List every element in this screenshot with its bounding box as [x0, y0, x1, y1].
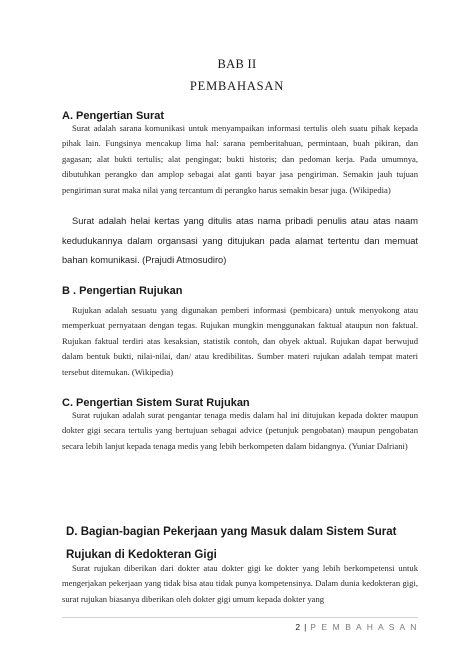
chapter-title: PEMBAHASAN: [189, 79, 285, 93]
section-b-paragraph-1-text: Rujukan adalah sesuatu yang digunakan pemberi informasi (pembicara) untuk menyokong atau memperkuat pernyataan dengan tegas. Rujukan mungkin menggunakan faktual ataupun non faktual. Rujukan faktual terdiri atas kesaksian, statistik contoh, dan obyek aktual. Rujukan dapat berwujud dalam bentuk bukti, nilai-nilai, dan/ atau kredibilitas. Sumber materi rujukan adalah tempat materi tersebut ditemukan. (Wikipedia): [62, 305, 418, 377]
section-a-paragraph-1-text: Surat adalah sarana komunikasi untuk menyampaikan informasi tertulis oleh suatu pihak kepada pihak lain. Fungsinya mencakup lima hal: sarana pemberitahuan, permintaan, buah pikiran, dan gagasan; alat bukti tertulis; alat pengingat; bukti historis; dan pedoman kerja. Pada umumnya, dibutuhkan perangko dan amplop sebagai alat ganti bayar jasa pengiriman. Semakin jauh tujuan pengiriman surat maka nilai yang tercantum di perangko harus semakin besar juga. (Wikipedia): [62, 123, 418, 195]
section-d-paragraph-1-text: Surat rujukan diberikan dari dokter atau dokter gigi ke dokter yang lebih berkompetensi untuk mengerjakan pekerjaan yang tidak bisa atau tidak punya kompetensinya. Dalam dunia kedokteran gigi, surat rujukan biasanya diberikan oleh dokter gigi umum kepada dokter yang: [62, 563, 418, 604]
footer-label: P E M B A H A S A N: [310, 622, 418, 632]
section-d-paragraph-1: [62, 561, 418, 607]
chapter-number: BAB II: [217, 57, 257, 71]
section-c-paragraph-1: [62, 408, 418, 454]
section-b-paragraph-1: [62, 303, 418, 380]
section-c-paragraph-1-text: Surat rujukan adalah surat pengantar tenaga medis dalam hal ini ditujukan kepada dokter maupun dokter gigi secara tertulis yang bertujuan sebagai advice (petunjuk pengobatan) maupun pengobatan secara lebih lanjut kepada tenaga medis yang lebih berkompeten dalam bidangnya. (Yuniar Dalriani): [62, 410, 418, 451]
section-a-paragraph-2-text: Surat adalah helai kertas yang ditulis atas nama pribadi penulis atau atas naam kedudukannya dalam organsasi yang ditujukan pada alamat tertentu dan memuat bahan komunikasi. (Prajudi Atmosudiro): [62, 216, 418, 265]
section-d-heading: D. Bagian-bagian Pekerjaan yang Masuk dalam Sistem Surat Rujukan di Kedokteran Gigi: [66, 526, 397, 561]
footer-divider: [62, 617, 418, 618]
section-c-heading: C. Pengertian Sistem Surat Rujukan: [62, 397, 250, 409]
page-number: 2: [295, 622, 301, 632]
section-a-paragraph-1: [62, 121, 418, 198]
page-footer: [295, 622, 418, 632]
section-b-heading: B . Pengertian Rujukan: [62, 285, 183, 297]
section-a-heading: A. Pengertian Surat: [62, 110, 165, 122]
footer-separator: |: [304, 622, 307, 632]
section-a-paragraph-2: [62, 212, 418, 271]
